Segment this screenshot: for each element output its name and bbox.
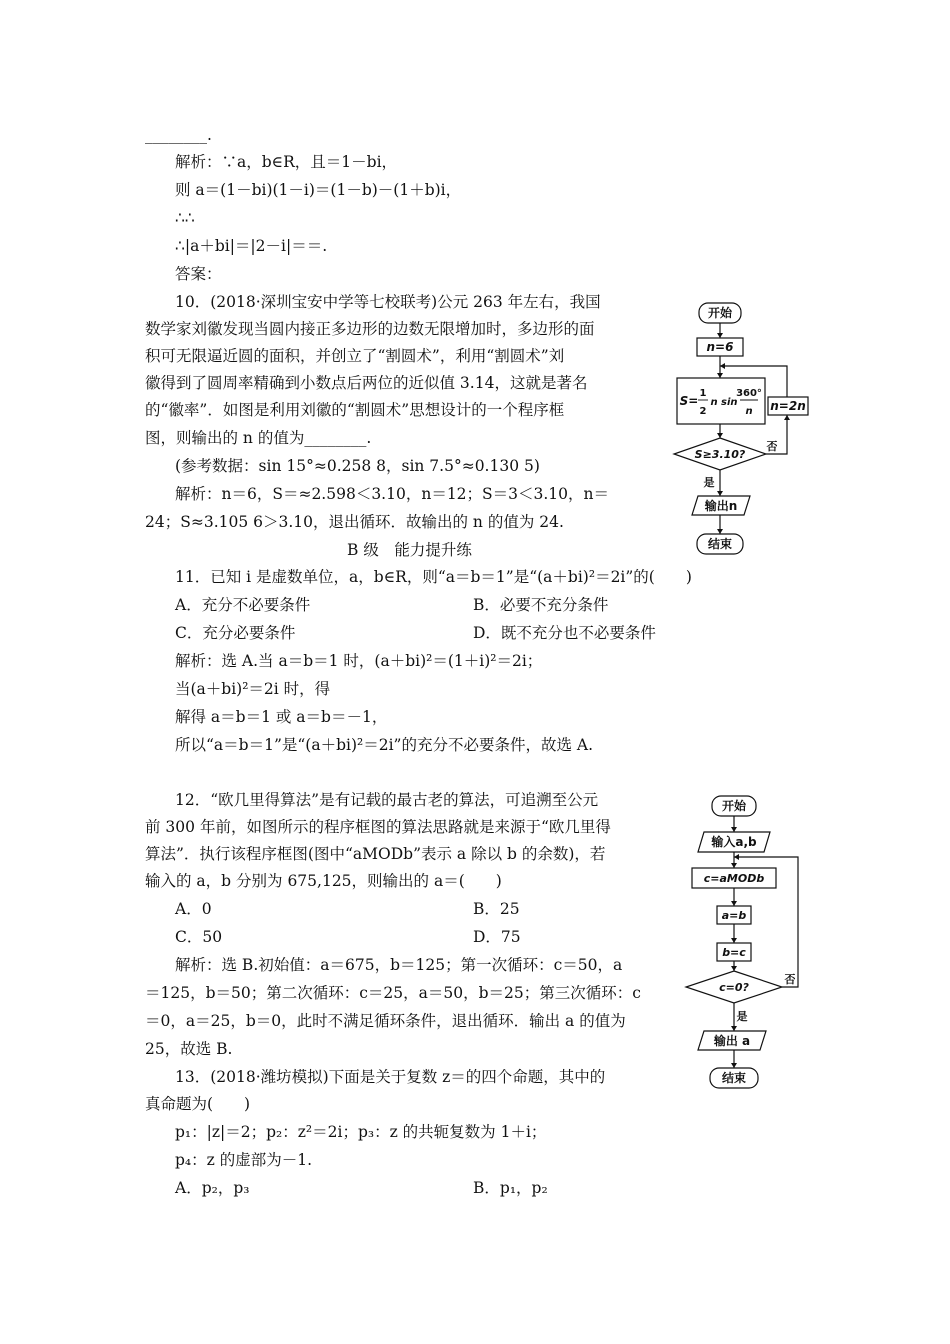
flow1-calc-s: S= [679, 394, 699, 408]
flow1-calc-n: n [745, 406, 753, 417]
q12-solution-line-3: ＝0，a＝25，b＝0，此时不满足循环条件，退出循环．输出 a 的值为 [145, 1012, 626, 1030]
q9-solution-line-1: 解析：∵a，b∈R，且＝1－bi， [175, 153, 398, 171]
q11-option-d: D．既不充分也不必要条件 [473, 624, 656, 642]
q9-solution-line-4: ∴|a＋bi|＝|2－i|＝＝. [175, 237, 328, 255]
q11-solution-line-2: 当(a＋bi)²＝2i 时，得 [175, 680, 331, 698]
flow2-end-label: 结束 [721, 1071, 747, 1085]
flowchart-q12 [680, 790, 820, 1090]
q10-stem-line-2: 数学家刘徽发现当圆内接正多边形的边数无限增加时，多边形的面 [145, 320, 595, 338]
q13-proposition-1-3: p₁：|z|＝2；p₂：z²＝2i；p₃：z 的共轭复数为 1＋i； [175, 1123, 547, 1141]
section-title: B 级 能力提升练 [347, 541, 472, 559]
q10-stem-line-4: 徽得到了圆周率精确到小数点后两位的近似值 3.14，这就是著名 [145, 374, 588, 392]
flow1-end-label: 结束 [707, 537, 733, 551]
flow1-yes-label: 是 [703, 476, 715, 489]
q10-stem-line-3: 积可无限逼近圆的面积，并创立了“割圆术”，利用“割圆术”刘 [145, 347, 565, 365]
flow2-yes-label: 是 [736, 1010, 748, 1023]
q12-solution-line-2: ＝125，b＝50；第二次循环：c＝25，a＝50，b＝25；第三次循环：c [145, 984, 641, 1002]
q9-solution-line-3: ∴∴ [175, 209, 195, 227]
flow2-assign-a-label: a=b [721, 909, 747, 922]
flow1-no-label: 否 [766, 440, 778, 453]
q10-reference-data: (参考数据：sin 15°≈0.258 8，sin 7.5°≈0.130 5) [175, 457, 540, 475]
q12-solution-line-1: 解析：选 B.初始值：a＝675，b＝125；第一次循环：c＝50，a [175, 956, 623, 974]
flow1-start-label: 开始 [707, 306, 733, 320]
flow2-input-label: 输入a,b [711, 835, 757, 849]
q13-option-a: A．p₂，p₃ [175, 1179, 250, 1197]
q9-solution-line-2: 则 a＝(1－bi)(1－i)＝(1－b)－(1＋b)i， [175, 181, 462, 199]
flow1-calc-mid: n sin [710, 397, 738, 408]
flow1-calc-half-den: 2 [699, 406, 707, 417]
q11-solution-line-3: 解得 a＝b＝1 或 a＝b＝－1， [175, 708, 388, 726]
q9-answer: 答案： [175, 265, 222, 283]
flowchart-q10 [660, 296, 840, 558]
q13-proposition-4: p₄：z 的虚部为－1. [175, 1151, 313, 1169]
flow2-start-label: 开始 [721, 799, 747, 813]
q11-solution-line-1: 解析：选 A.当 a＝b＝1 时，(a＋bi)²＝(1＋i)²＝2i； [175, 652, 543, 670]
q10-stem-line-1: 10．(2018·深圳宝安中学等七校联考)公元 263 年左右，我国 [175, 293, 601, 311]
q12-stem-line-2: 前 300 年前，如图所示的程序框图的算法思路就是来源于“欧几里得 [145, 818, 611, 836]
flow2-output-label: 输出 a [713, 1034, 751, 1048]
q13-stem-line-1: 13．(2018·潍坊模拟)下面是关于复数 z＝的四个命题，其中的 [175, 1068, 606, 1086]
q13-option-b: B．p₁，p₂ [473, 1179, 548, 1197]
q13-stem-line-2: 真命题为( ) [145, 1095, 251, 1113]
q12-option-b: B．25 [473, 900, 520, 918]
q12-option-d: D．75 [473, 928, 521, 946]
q10-solution-line-1: 解析：n＝6，S＝≈2.598＜3.10，n＝12；S＝3＜3.10，n＝ [175, 485, 610, 503]
q12-option-a: A．0 [175, 900, 212, 918]
flow1-calc-half-num: 1 [699, 388, 707, 399]
q10-stem-line-5: 的“徽率”．如图是利用刘徽的“割圆术”思想设计的一个程序框 [145, 401, 565, 419]
q12-option-c: C．50 [175, 928, 223, 946]
flow1-cond-label: S≥3.10? [694, 448, 746, 461]
flow2-mod-label: c=aMODb [703, 872, 765, 885]
q11-solution-line-4: 所以“a＝b＝1”是“(a＋bi)²＝2i”的充分不必要条件，故选 A. [175, 736, 594, 754]
flow1-output-label: 输出n [704, 499, 738, 513]
q12-solution-line-4: 25，故选 B. [145, 1040, 233, 1058]
q10-stem-line-6: 图，则输出的 n 的值为________. [145, 429, 372, 447]
flow2-cond-label: c=0? [719, 981, 749, 994]
flow1-calc-num: 360° [736, 388, 762, 399]
q11-option-b: B．必要不充分条件 [473, 596, 609, 614]
q12-stem-line-4: 输入的 a，b 分别为 675,125，则输出的 a＝( ) [145, 872, 502, 890]
flow1-update-label: n=2n [770, 399, 806, 413]
q10-solution-line-2: 24；S≈3.105 6＞3.10，退出循环．故输出的 n 的值为 24. [145, 513, 564, 531]
q11-stem: 11．已知 i 是虚数单位，a，b∈R，则“a＝b＝1”是“(a＋bi)²＝2i”的( ) [175, 568, 692, 586]
q11-option-c: C．充分必要条件 [175, 624, 296, 642]
answer-blank: ________. [145, 126, 212, 144]
q12-stem-line-1: 12．“欧几里得算法”是有记载的最古老的算法，可追溯至公元 [175, 791, 599, 809]
q11-option-a: A．充分不必要条件 [175, 596, 311, 614]
q12-stem-line-3: 算法”．执行该程序框图(图中“aMODb”表示 a 除以 b 的余数)，若 [145, 845, 606, 863]
flow1-init-label: n=6 [706, 340, 734, 354]
flow2-assign-b-label: b=c [722, 946, 746, 959]
flow2-no-label: 否 [784, 973, 796, 986]
